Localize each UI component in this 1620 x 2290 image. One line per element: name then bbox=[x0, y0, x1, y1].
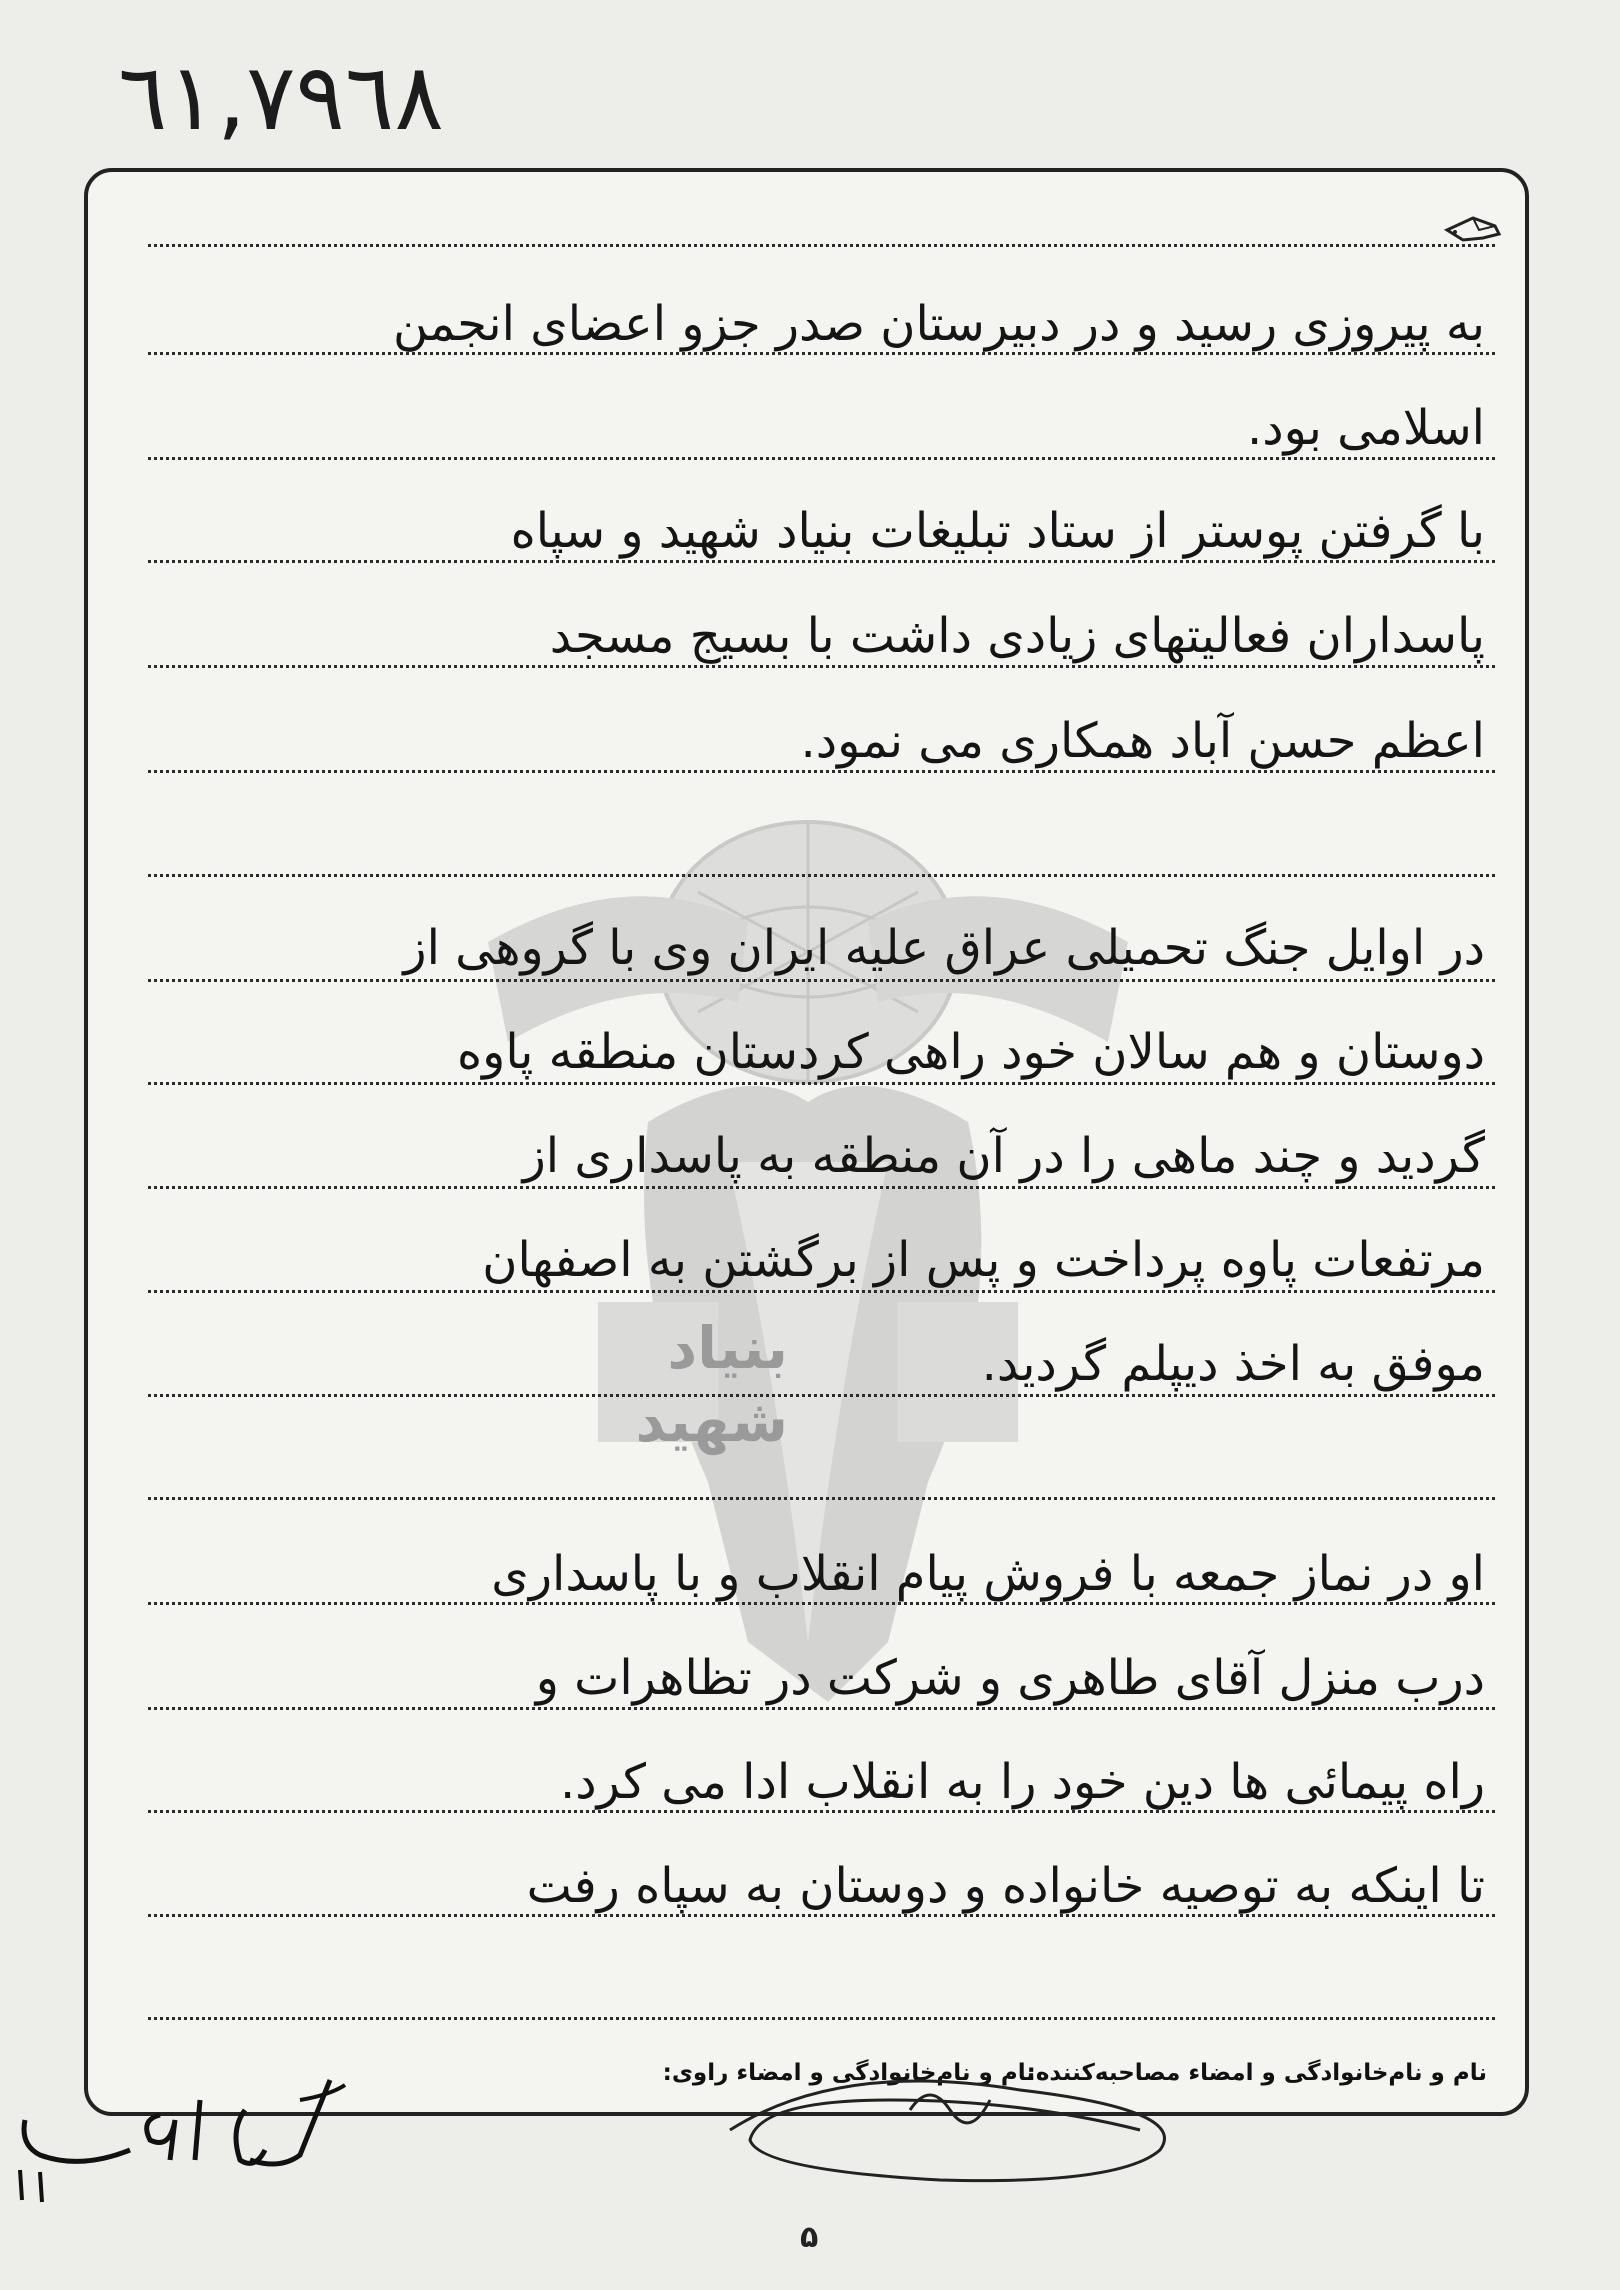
handwritten-line: اسلامی بود. bbox=[1247, 400, 1485, 456]
handwritten-line: او در نماز جمعه با فروش پیام انقلاب و با پاسداری bbox=[491, 1546, 1485, 1602]
dotted-line bbox=[148, 1810, 1495, 1813]
dotted-line bbox=[148, 665, 1495, 668]
dotted-line bbox=[148, 770, 1495, 773]
handwritten-line: مرتفعات پاوه پرداخت و پس از برگشتن به اصفهان bbox=[482, 1232, 1485, 1288]
handwritten-line: درب منزل آقای طاهری و شرکت در تظاهرات و bbox=[535, 1650, 1485, 1706]
dotted-line bbox=[148, 874, 1495, 877]
dotted-line bbox=[148, 1394, 1495, 1397]
dotted-line bbox=[148, 1082, 1495, 1085]
dotted-line bbox=[148, 979, 1495, 982]
dotted-line bbox=[148, 1707, 1495, 1710]
dotted-line bbox=[148, 457, 1495, 460]
handwritten-line: اعظم حسن آباد همکاری می نمود. bbox=[800, 713, 1485, 769]
dotted-line bbox=[148, 560, 1495, 563]
narrator-signature bbox=[0, 2060, 360, 2210]
dotted-line bbox=[148, 244, 1495, 247]
narrator-signature-label: نام و نام‌خانوادگی و امضاء راوی: bbox=[662, 2060, 1035, 2086]
handwritten-line: پاسداران فعالیتهای زیادی داشت با بسیج مسجد bbox=[549, 608, 1485, 664]
dotted-line bbox=[148, 1290, 1495, 1293]
handwritten-line: به پیروزی رسید و در دبیرستان صدر جزو اعضای انجمن bbox=[393, 296, 1485, 352]
handwritten-line: موفق به اخذ دیپلم گردید. bbox=[981, 1336, 1485, 1392]
dotted-line bbox=[148, 1186, 1495, 1189]
handwritten-line: تا اینکه به توصیه خانواده و دوستان به سپاه رفت bbox=[526, 1858, 1485, 1914]
dotted-line bbox=[148, 1914, 1495, 1917]
dotted-line bbox=[148, 1497, 1495, 1500]
handwritten-line: دوستان و هم سالان خود راهی کردستان منطقه پاوه bbox=[457, 1024, 1485, 1080]
dotted-line bbox=[148, 352, 1495, 355]
handwritten-line: با گرفتن پوستر از ستاد تبلیغات بنیاد شهید و سپاه bbox=[510, 503, 1485, 559]
watermark-line-1: بنیاد bbox=[667, 1314, 788, 1382]
handwritten-line: راه پیمائی ها دین خود را به انقلاب ادا می کرد. bbox=[559, 1754, 1485, 1810]
watermark-line-2: شهید bbox=[635, 1386, 788, 1455]
dotted-line bbox=[148, 2017, 1495, 2020]
document-number: ٦١,٧٩٦٨ bbox=[118, 44, 444, 151]
page-number: ۵ bbox=[800, 2220, 819, 2255]
interviewer-signature-label: نام و نام‌خانوادگی و امضاء مصاحبه‌کننده: bbox=[1026, 2060, 1487, 2086]
interviewer-signature bbox=[720, 2070, 1200, 2190]
handwritten-line: گردید و چند ماهی را در آن منطقه به پاسداری از bbox=[522, 1128, 1485, 1184]
dotted-line bbox=[148, 1602, 1495, 1605]
form-frame bbox=[84, 168, 1529, 2116]
handwritten-line: در اوایل جنگ تحمیلی عراق علیه ایران وی با گروهی از bbox=[403, 920, 1485, 976]
